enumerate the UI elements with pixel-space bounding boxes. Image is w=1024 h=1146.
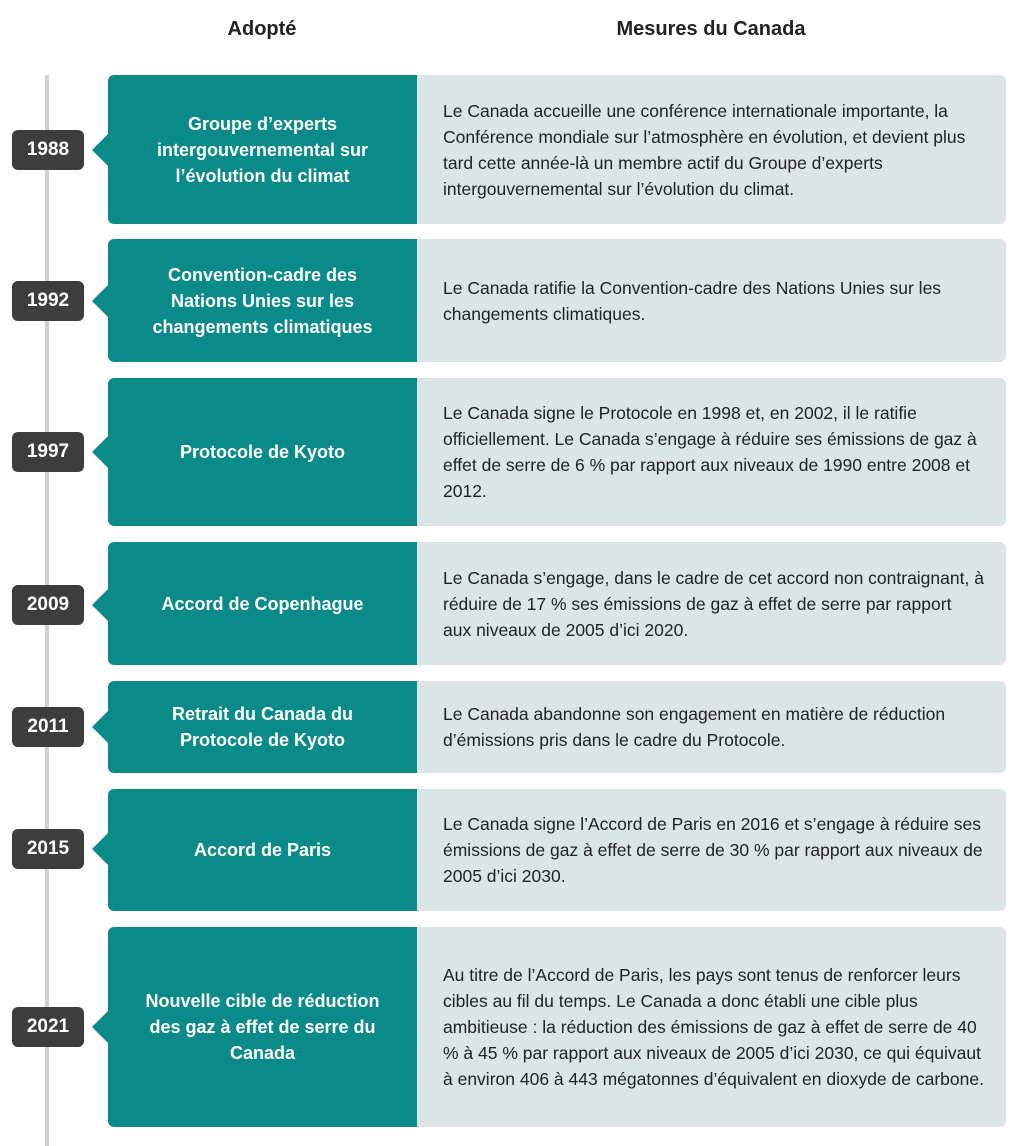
column-header-measures: Mesures du Canada [616,18,806,40]
agreement-title: Accord de Paris [193,840,332,860]
agreement-title-box [108,75,417,224]
agreement-title-box [108,542,417,665]
year-badge: 1992 [12,281,84,321]
measure-description: Le Canada accueille une conférence internationale importante, la Conférence mondiale sur l’atmosphère en évolution, et devient plus tard cette année-là un membre actif du Groupe d’experts intergouvernemental sur l’évolution du climat. [443,100,966,199]
timeline-row [0,75,1024,224]
column-header-adopted: Adopté [227,18,297,40]
measure-description: Au titre de l’Accord de Paris, les pays sont tenus de renforcer leurs cibles au fil du temps. Le Canada a donc établi une cible plus ambitieuse : la réduction des émissions de gaz à effet de serre de 40 % à 45 % par rapport aux niveaux de 2005 d’ici 2030, ce qui équivaut à environ 406 à 443 mégatonnes d’équivalent en dioxyde de carbone. [443,965,984,1089]
timeline-row [0,681,1024,773]
year-badge: 2009 [12,585,84,625]
agreement-title: Retrait du Canada du Protocole de Kyoto [171,704,354,750]
measure-description-box [417,681,1006,773]
pointer-arrow [92,284,109,318]
measure-description-box [417,542,1006,665]
agreement-title: Protocole de Kyoto [179,442,345,462]
measure-description-box [417,239,1006,362]
timeline-row [0,239,1024,362]
agreement-title-box [108,927,417,1127]
agreement-title: Accord de Copenhague [161,593,364,614]
measure-description-box [417,75,1006,224]
timeline-row [0,378,1024,526]
year-badge: 2011 [12,707,84,747]
agreement-title: Groupe d’experts intergouvernemental sur l’évolution du climat [156,113,369,186]
measure-description: Le Canada s’engage, dans le cadre de cet accord non contraignant, à réduire de 17 % ses émissions de gaz à effet de serre par rapport aux niveaux de 2005 d’ici 2020. [443,567,984,640]
measure-description: Le Canada abandonne son engagement en matière de réduction d’émissions pris dans le cadre du Protocole. [443,704,946,750]
agreement-title: Nouvelle cible de réduction des gaz à effet de serre du Canada [145,991,380,1063]
pointer-arrow [92,133,109,167]
agreement-title-box [108,378,417,526]
measure-description: Le Canada signe l’Accord de Paris en 2016 et s’engage à réduire ses émissions de gaz à effet de serre de 30 % par rapport aux niveaux de 2005 d’ici 2030. [443,814,983,886]
pointer-arrow [92,710,109,744]
timeline-row [0,789,1024,911]
measure-description-box [417,378,1006,526]
agreement-title-box [108,681,417,773]
pointer-arrow [92,832,109,866]
year-badge: 2021 [12,1007,84,1047]
pointer-arrow [92,1010,109,1044]
timeline-row [0,542,1024,665]
agreement-title-box [108,239,417,362]
agreement-title: Convention-cadre des Nations Unies sur les changements climatiques [152,264,373,337]
pointer-arrow [92,435,109,469]
pointer-arrow [92,588,109,622]
measure-description-box [417,927,1006,1127]
agreement-title-box [108,789,417,911]
year-badge: 1997 [12,432,84,472]
timeline-row [0,927,1024,1127]
measure-description: Le Canada ratifie la Convention-cadre des Nations Unies sur les changements climatiques. [443,277,942,324]
year-badge: 2015 [12,829,84,869]
measure-description-box [417,789,1006,911]
year-badge: 1988 [12,130,84,170]
measure-description: Le Canada signe le Protocole en 1998 et, en 2002, il le ratifie officiellement. Le Canada s’engage à réduire ses émissions de gaz à effet de serre de 6 % par rapport aux niveaux de 1990 entre 2008 et 2012. [443,403,977,501]
